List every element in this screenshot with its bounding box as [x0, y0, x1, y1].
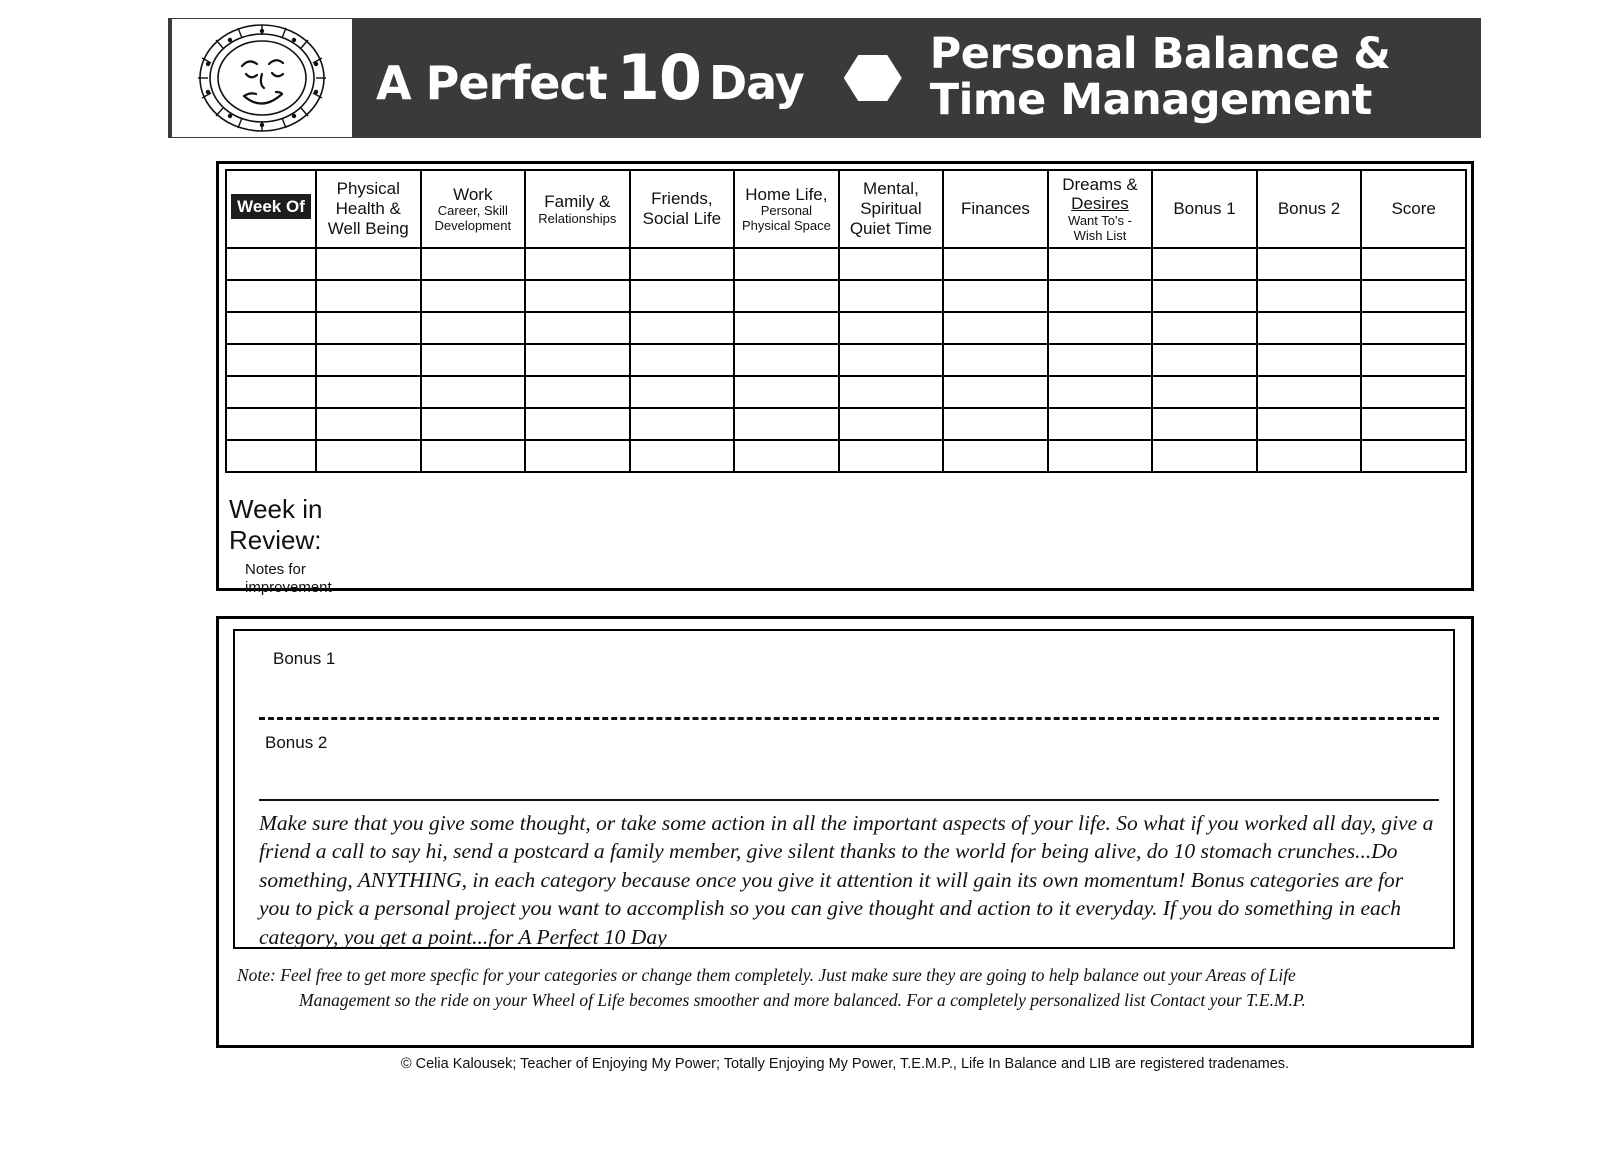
cell-week-of[interactable]: [226, 408, 316, 440]
column-header-family: [525, 170, 630, 248]
col1-line1: Physical: [336, 179, 400, 199]
col8-line1: Dreams &: [1062, 174, 1138, 194]
col8-line4: Wish List: [1073, 227, 1127, 243]
cell-score[interactable]: [1361, 248, 1466, 280]
cell-finances[interactable]: [943, 280, 1048, 312]
col6-line1: Mental,: [863, 179, 919, 199]
cell-work[interactable]: [421, 376, 526, 408]
table-row[interactable]: [226, 376, 1466, 408]
table-row[interactable]: [226, 312, 1466, 344]
cell-bonus1[interactable]: [1152, 440, 1257, 472]
week-in-review-title-line1: Week in: [229, 494, 323, 524]
col8-line3: Want To's -: [1068, 213, 1132, 229]
bonus-2-write-line[interactable]: [259, 799, 1439, 801]
cell-bonus1[interactable]: [1152, 312, 1257, 344]
cell-bonus2[interactable]: [1257, 440, 1362, 472]
column-header-work: [421, 170, 526, 248]
footer-note-line1: Note: Feel free to get more specfic for your categories or change them completely. Just make sure they are going to help balance out your Areas of Life: [237, 965, 1296, 985]
col2-line3: Development: [434, 217, 512, 233]
tracker-table-body: [226, 248, 1466, 472]
banner-right-title: [929, 29, 1391, 125]
cell-home[interactable]: [734, 344, 839, 376]
cell-home[interactable]: [734, 312, 839, 344]
cell-home[interactable]: [734, 248, 839, 280]
cell-finances[interactable]: [943, 440, 1048, 472]
tracker-panel: [216, 161, 1474, 596]
cell-mental[interactable]: [839, 280, 944, 312]
week-in-review-sub-line1: Notes for: [245, 561, 306, 579]
cell-week-of[interactable]: [226, 344, 316, 376]
cell-physical[interactable]: [316, 312, 421, 344]
table-row[interactable]: [226, 440, 1466, 472]
column-header-bonus-1: [1152, 170, 1257, 248]
header-banner: [168, 18, 1481, 138]
cell-score[interactable]: [1361, 440, 1466, 472]
cell-family[interactable]: [525, 280, 630, 312]
col6-line3: Quiet Time: [849, 218, 933, 238]
col1-line2: Health &: [335, 199, 401, 219]
col10-line1: Bonus 2: [1277, 199, 1341, 219]
cell-mental[interactable]: [839, 440, 944, 472]
cell-finances[interactable]: [943, 344, 1048, 376]
cell-family[interactable]: [525, 376, 630, 408]
tracker-table: [225, 169, 1467, 473]
cell-home[interactable]: [734, 376, 839, 408]
cell-family[interactable]: [525, 440, 630, 472]
banner-left-title: [376, 40, 804, 114]
cell-work[interactable]: [421, 344, 526, 376]
column-header-physical-health: [316, 170, 421, 248]
cell-friends[interactable]: [630, 376, 735, 408]
cell-dreams[interactable]: [1048, 248, 1153, 280]
cell-friends[interactable]: [630, 440, 735, 472]
column-header-home-life: [734, 170, 839, 248]
cell-dreams[interactable]: [1048, 344, 1153, 376]
cell-week-of[interactable]: [226, 248, 316, 280]
cell-finances[interactable]: [943, 408, 1048, 440]
week-in-review-title-line2: Review:: [229, 524, 322, 555]
cell-score[interactable]: [1361, 408, 1466, 440]
cell-friends[interactable]: [630, 280, 735, 312]
col3-line1: Family &: [544, 191, 611, 211]
cell-bonus1[interactable]: [1152, 408, 1257, 440]
cell-friends[interactable]: [630, 408, 735, 440]
cell-work[interactable]: [421, 440, 526, 472]
cell-bonus1[interactable]: [1152, 280, 1257, 312]
col2-line1: Work: [453, 184, 493, 204]
footer-note: [237, 963, 1457, 1013]
cell-physical[interactable]: [316, 408, 421, 440]
col4-line1: Friends,: [651, 189, 713, 209]
cell-family[interactable]: [525, 312, 630, 344]
col5-line1: Home Life,: [745, 184, 828, 204]
col5-line3: Physical Space: [741, 217, 831, 233]
cell-week-of[interactable]: [226, 440, 316, 472]
col2-line2: Career, Skill: [437, 203, 508, 219]
table-header-row: [226, 170, 1466, 248]
cell-home[interactable]: [734, 408, 839, 440]
column-header-mental-spiritual: [839, 170, 944, 248]
banner-title-pre: A Perfect: [376, 55, 607, 110]
cell-finances[interactable]: [943, 376, 1048, 408]
cell-work[interactable]: [421, 408, 526, 440]
cell-finances[interactable]: [943, 248, 1048, 280]
column-header-score: [1361, 170, 1466, 248]
week-in-review-subtitle: [245, 561, 559, 596]
cell-family[interactable]: [525, 408, 630, 440]
cell-score[interactable]: [1361, 344, 1466, 376]
cell-dreams[interactable]: [1048, 440, 1153, 472]
cell-physical[interactable]: [316, 440, 421, 472]
banner-right-line2: Time Management: [929, 75, 1372, 125]
col6-line2: Spiritual: [860, 199, 922, 219]
column-header-dreams-desires: [1048, 170, 1153, 248]
cell-work[interactable]: [421, 280, 526, 312]
column-header-bonus-2: [1257, 170, 1362, 248]
cell-physical[interactable]: [316, 248, 421, 280]
cell-bonus1[interactable]: [1152, 344, 1257, 376]
footer-note-line2: Management so the ride on your Wheel of Life becomes smoother and more balanced. For a completely personalized list Contact your T.E.M.P.: [299, 989, 1306, 1010]
column-header-friends: [630, 170, 735, 248]
cell-work[interactable]: [421, 312, 526, 344]
week-in-review-section: [229, 494, 559, 596]
cell-friends[interactable]: [630, 344, 735, 376]
table-row[interactable]: [226, 248, 1466, 280]
cell-score[interactable]: [1361, 376, 1466, 408]
bonus-panel: [216, 616, 1474, 1048]
week-of-badge: Week Of: [231, 194, 311, 219]
column-header-week-of: [226, 170, 316, 248]
col7-line1: Finances: [960, 199, 1030, 219]
cell-bonus2[interactable]: [1257, 280, 1362, 312]
copyright-line: © Celia Kalousek; Teacher of Enjoying My Power; Totally Enjoying My Power, T.E.M.P., Life In Balance and LIB are registered tradenames.: [400, 1056, 1290, 1072]
cell-mental[interactable]: [839, 376, 944, 408]
cell-home[interactable]: [734, 280, 839, 312]
cell-bonus1[interactable]: [1152, 248, 1257, 280]
banner-right-line1: Personal Balance &: [929, 29, 1391, 80]
cell-dreams[interactable]: [1048, 312, 1153, 344]
table-row[interactable]: [226, 280, 1466, 312]
col4-line2: Social Life: [642, 209, 722, 228]
column-header-finances: [943, 170, 1048, 248]
cell-mental[interactable]: [839, 344, 944, 376]
col1-line3: Well Being: [327, 218, 409, 238]
bonus-2-label: Bonus 2: [265, 733, 328, 752]
cell-mental[interactable]: [839, 312, 944, 344]
col11-line1: Score: [1391, 199, 1436, 219]
cell-family[interactable]: [525, 344, 630, 376]
cell-family[interactable]: [525, 248, 630, 280]
cell-home[interactable]: [734, 440, 839, 472]
table-row[interactable]: [226, 344, 1466, 376]
cell-physical[interactable]: [316, 376, 421, 408]
cell-mental[interactable]: [839, 408, 944, 440]
cell-dreams[interactable]: [1048, 408, 1153, 440]
hexagon-icon: [844, 53, 902, 103]
cell-friends[interactable]: [630, 312, 735, 344]
cell-mental[interactable]: [839, 248, 944, 280]
cell-dreams[interactable]: [1048, 280, 1153, 312]
cell-bonus1[interactable]: [1152, 376, 1257, 408]
col5-line2: Personal: [760, 203, 813, 219]
cell-bonus2[interactable]: [1257, 248, 1362, 280]
bonus-1-label: Bonus 1: [273, 649, 336, 668]
cell-physical[interactable]: [316, 280, 421, 312]
cell-bonus2[interactable]: [1257, 408, 1362, 440]
col8-line2: Desires: [1071, 194, 1129, 214]
bonus-inner-box: [233, 629, 1455, 949]
col3-line2: Relationships: [538, 210, 617, 226]
cell-week-of[interactable]: [226, 280, 316, 312]
cell-friends[interactable]: [630, 248, 735, 280]
week-in-review-sub-line2: improvement: [245, 578, 332, 596]
cell-score[interactable]: [1361, 312, 1466, 344]
banner-title-post: Day: [708, 55, 804, 110]
cell-work[interactable]: [421, 248, 526, 280]
bonus-instructions-text: Make sure that you give some thought, or take some action in all the important aspects of your life. So what if you worked all day, give a friend a call to say hi, send a postcard a family member, give silent thanks to the world for being alive, do 10 stomach crunches...Do something, ANYTHING, in each category because once you give it attention it will gain its own momentum! Bonus categories are for you to pick a personal project you want to accomplish so you can give thought and action to it everyday. If you do something in each category, you get a point...for A Perfect 10 Day: [259, 811, 1434, 949]
cell-bonus2[interactable]: [1257, 376, 1362, 408]
cell-dreams[interactable]: [1048, 376, 1153, 408]
cell-week-of[interactable]: [226, 376, 316, 408]
cell-physical[interactable]: [316, 344, 421, 376]
smiling-sun-logo: [172, 19, 352, 137]
week-in-review-title: [229, 494, 559, 555]
banner-title-number: 10: [616, 40, 701, 114]
cell-week-of[interactable]: [226, 312, 316, 344]
cell-bonus2[interactable]: [1257, 344, 1362, 376]
col9-line1: Bonus 1: [1173, 199, 1236, 219]
cell-bonus2[interactable]: [1257, 312, 1362, 344]
bonus-1-write-line[interactable]: [259, 717, 1439, 720]
table-row[interactable]: [226, 408, 1466, 440]
cell-finances[interactable]: [943, 312, 1048, 344]
cell-score[interactable]: [1361, 280, 1466, 312]
